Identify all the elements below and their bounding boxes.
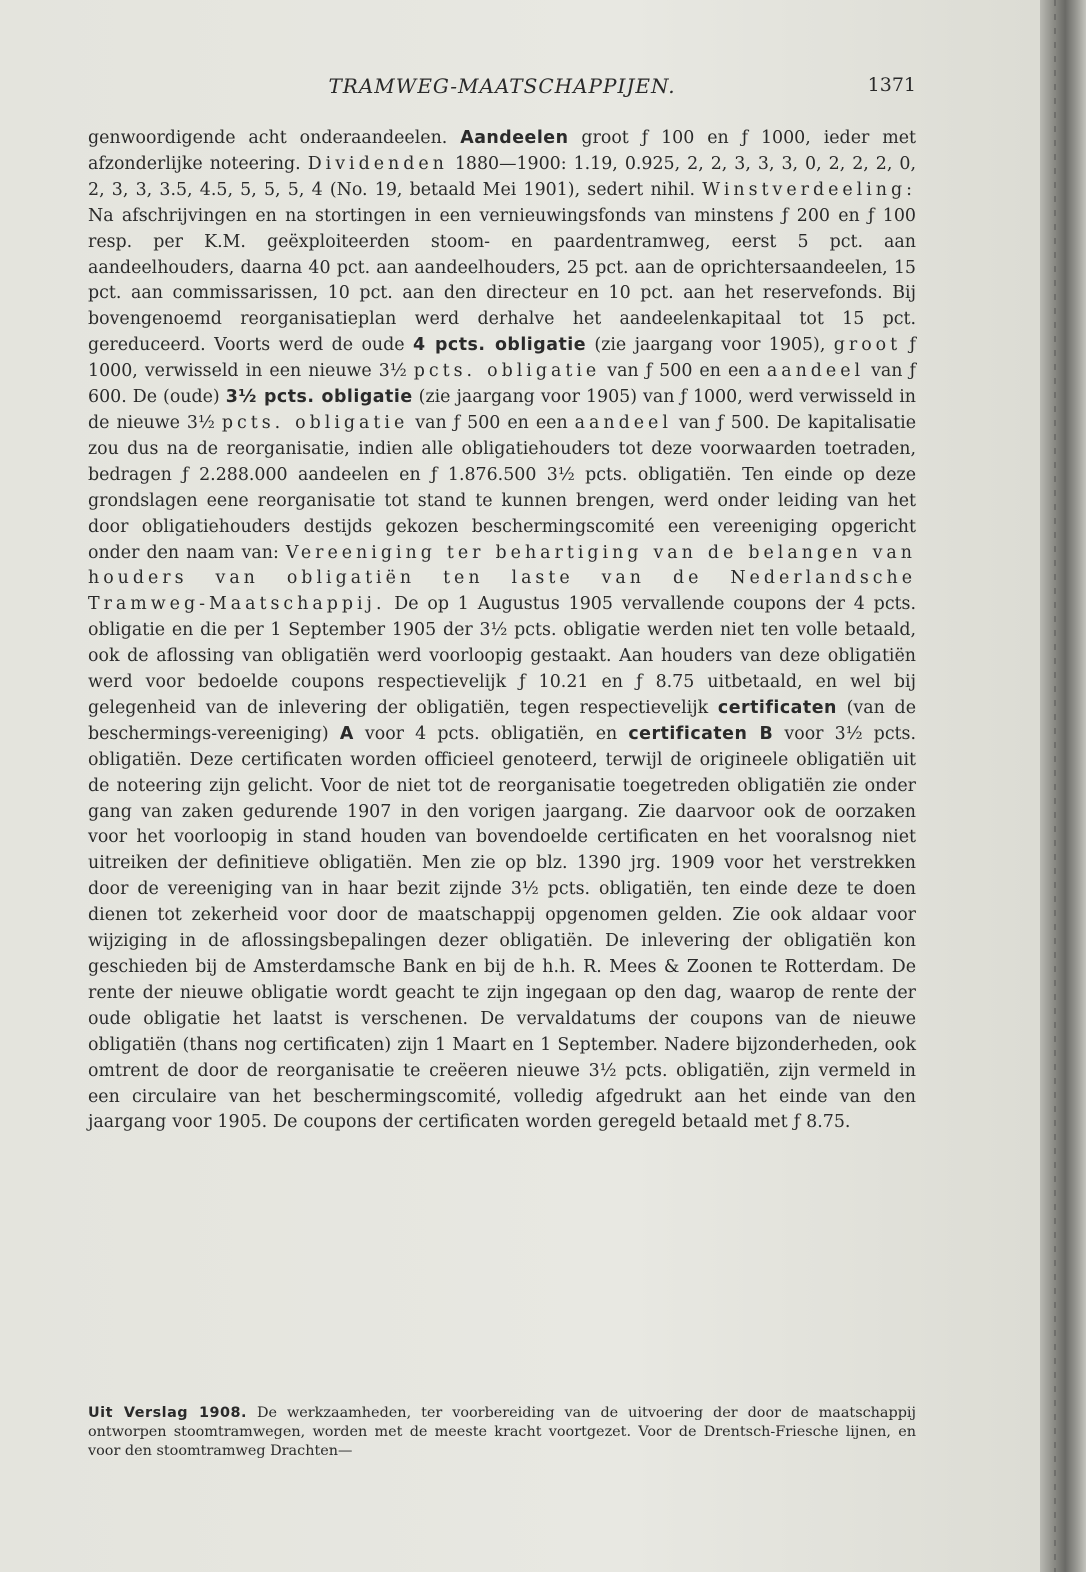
text-run: van ƒ 600. De (oude)	[88, 361, 916, 408]
text-run: 1880—1900: 1.19, 0.925, 2, 2, 3, 3, 3, 0, 2, 2, 2, 0, 2, 3, 3, 3.5, 4.5, 5, 5, 5, 4 (No. 19, betaald Mei 1901), sedert nihil.	[88, 153, 916, 200]
text-run: Na afschrijvingen en na stortingen in een vernieuwingsfonds van minstens ƒ 200 en ƒ 100 resp. per K.M. geëxploiteerden stoom- en paardentramweg, eerst 5 pct. aan aandeelhouders, daarna 40 pct. aan aandeelhouders, 25 pct. aan de oprichtersaandeelen, 15 pct. aan commissarissen, 10 pct. aan den directeur en 10 pct. aan het reservefonds. Bij bovengenoemd reorganisatieplan werd derhalve het aandeelenkapitaal tot 15 pct. gereduceerd. Voorts werd de oude	[88, 205, 916, 356]
body-text	[88, 126, 916, 1136]
page-header	[88, 74, 916, 104]
spaced-term-dividenden: Dividenden	[307, 153, 448, 174]
bold-term-certificaten: certificaten	[717, 697, 837, 718]
text-run: (zie jaargang voor 1905) van ƒ 1000, werd verwisseld in de nieuwe 3½	[88, 387, 916, 433]
text-run: genwoordigende acht onderaandeelen.	[88, 128, 461, 148]
bold-term-certificaten-b: certificaten B	[628, 723, 774, 744]
body-paragraph	[88, 126, 916, 1136]
footnote-paragraph	[88, 1404, 916, 1461]
text-run: (zie jaargang voor 1905),	[586, 335, 834, 356]
footnote-section	[88, 1404, 916, 1461]
text-run: van ƒ 500. De kapitalisatie zou dus na de reorganisatie, indien alle obligatiehouders tot deze voorwaarden toetraden, bedragen ƒ 2.288.000 aandeelen en ƒ 1.876.500 3½ pcts. obligatiën. Ten einde op deze grondslagen eene reorganisatie tot stand te kunnen brengen, werd onder leiding van het door obligatiehouders destijds gekozen beschermingscomité een vereeniging opgericht onder den naam van:	[88, 412, 916, 563]
footnote-text: De werkzaamheden, ter voorbereiding van de uitvoering der door de maatschappij ontworpen stoomtramwegen, worden met de meeste kracht voortgezet. Voor de Drentsch-Friesche lijnen, en voor den stoomtramweg Drachten—	[88, 1405, 916, 1459]
running-title: TRAMWEG-MAATSCHAPPIJEN.	[328, 74, 676, 98]
text-run: van ƒ 500 en een	[408, 412, 575, 433]
text-run: voor 3½ pcts. obligatiën. Deze certificaten worden officieel genoteerd, terwijl de origineele obligatiën uit de noteering zijn gelicht. Voor de niet tot de reorganisatie toegetreden obligatiën zie onder gang van zaken gedurende 1907 in den vorigen jaargang. Zie daarvoor ook de oorzaken voor het voorloopig in stand houden van bovendoelde certificaten en het vooralsnog niet uitreiken der definitieve obligatiën. Men zie op blz. 1390 jrg. 1909 voor het verstrekken door de vereeniging van in haar bezit zijnde 3½ pcts. obligatiën, ten einde deze te doen dienen tot zekerheid voor door de maatschappij opgenomen gelden. Zie ook aldaar voor wijziging in de aflossingsbepalingen dezer obligatiën. De inlevering der obligatiën kon geschieden bij de Amsterdamsche Bank en bij de h.h. R. Mees & Zoonen te Rotterdam. De rente der nieuwe obligatie wordt geacht te zijn ingegaan op den dag, waarop de rente der oude obligatie het laatst is verschenen. De vervaldatums der coupons van de nieuwe obligatiën (thans nog certificaten) zijn 1 Maart en 1 September. Nadere bijzonderheden, ook omtrent de door de reorganisatie te creëeren nieuwe 3½ pcts. obligatiën, zijn vermeld in een circulaire van het beschermingscomité, volledig afgedrukt aan het einde van den jaargang voor 1905. De coupons der certificaten worden geregeld betaald met ƒ 8.75.	[88, 723, 916, 1133]
footnote-heading: Uit Verslag 1908.	[88, 1405, 248, 1421]
spaced-term-groot: groot	[833, 335, 902, 356]
spaced-term-aandeel: aandeel	[574, 412, 672, 433]
text-run: van ƒ 500 en een	[600, 361, 767, 382]
spaced-term-vereeniging-name: Vereeniging ter behartiging van de belangen van houders van obligatiën ten laste van de Nederlandsche Tramweg-Maatschappij.	[88, 542, 916, 615]
spaced-term-winstverdeeling: Winstverdeeling:	[702, 179, 916, 200]
text-run: (van de beschermings-vereeniging)	[88, 697, 916, 744]
spaced-term-aandeel: aandeel	[766, 361, 865, 382]
text-run: ƒ 1000, verwisseld in een nieuwe 3½	[88, 335, 916, 382]
book-binding-edge	[1040, 0, 1086, 1572]
text-run: groot ƒ 100 en ƒ 1000, ieder met afzonderlijke noteering.	[88, 128, 916, 174]
page-number: 1371	[867, 74, 916, 96]
text-run: voor 4 pcts. obligatiën, en	[353, 723, 629, 744]
bold-term-a: A	[339, 723, 354, 744]
bold-term-aandeelen: Aandeelen	[460, 128, 569, 148]
text-run: De op 1 Augustus 1905 vervallende coupons der 4 pcts. obligatie en die per 1 September 1905 der 3½ pcts. obligatie werden niet ten volle betaald, ook de aflossing van obligatiën werd voorloopig gestaakt. Aan houders van deze obligatiën werd voor bedoelde coupons respectievelijk ƒ 10.21 en ƒ 8.75 uitbetaald, en wel bij gelegenheid van de inlevering der obligatiën, tegen respectievelijk	[88, 594, 916, 718]
spaced-term-pcts-obligatie: pcts. obligatie	[221, 412, 409, 433]
bold-term-4-pcts-obligatie: 4 pcts. obligatie	[412, 335, 587, 356]
bold-term-3half-pcts-obligatie: 3½ pcts. obligatie	[225, 387, 413, 408]
spaced-term-pcts-obligatie: pcts. obligatie	[413, 361, 601, 382]
